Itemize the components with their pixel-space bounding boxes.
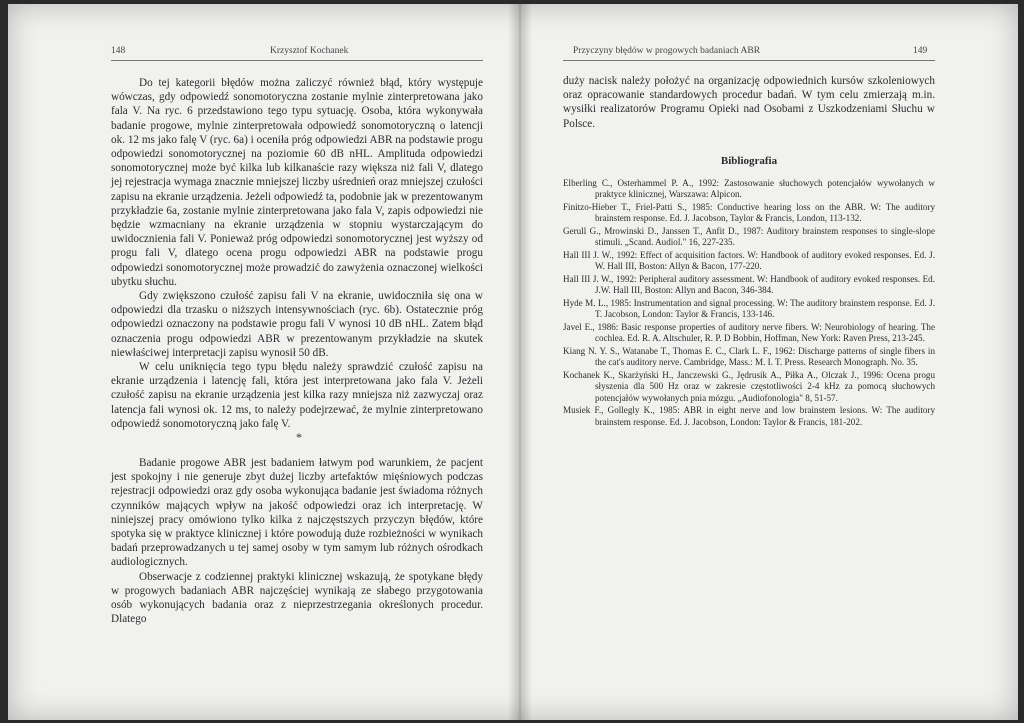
running-head: Krzysztof Kochanek (270, 46, 349, 56)
main-text (111, 76, 483, 431)
paragraph: W celu uniknięcia tego typu błędu należy sprawdzić czułość zapisu na ekranie urządzenia i latencję fali, która jest interpretowana jako fala V. Jeżeli czułość zapisu na ekranie urządzenia jest kilka razy mniejsza niż zazwyczaj oraz latencja fali wynosi ok. 12 ms, to należy podejrzewać, że mylnie zinterpretowano odpowiedź sonomotoryczną jako falę V. (111, 361, 483, 430)
paragraph: Gdy zwiększono czułość zapisu fali V na ekranie, uwidoczniła się ona w odpowiedzi dla trzasku o niższych intensywnościach (ryc. 6b). Ostatecznie próg odpowiedzi oznaczony na podstawie progu fali V wynosi 10 dB nHL. Zatem błąd oznaczenia progu odpowiedzi ABR w prezentowanym przykładzie na skutek niewłaściwej interpretacji zapisu wynosił 50 dB. (111, 290, 483, 359)
section-separator: * (296, 430, 302, 444)
running-head: Przyczyny błędów w progowych badaniach ABR (573, 46, 761, 56)
paragraph: Badanie progowe ABR jest badaniem łatwym pod warunkiem, że pacjent jest spokojny i nie generuje zbyt dużej liczby artefaktów mięśniowych podczas rejestracji odpowiedzi oraz gdy osoba wykonująca badanie jest świadoma różnych czynników mających wpływ na jakość odpowiedzi oraz ich interpretację. W niniejszej pracy omówiono tylko kilka z najczęstszych przyczyn błędów, które spotyka się w praktyce klinicznej i które powodują duże rozbieżności w wynikach badań przeprowadzanych u tej samej osoby w tym samym lub różnych ośrodkach audiologicznych. (111, 457, 483, 569)
bibliography-entry: Hall III J. W., 1992: Peripheral auditory assessment. W: Handbook of auditory evoked responses. Ed. J.W. Hall III, Boston: Allyn and Bacon, 346-384. (563, 274, 935, 296)
bibliography-entry: Elberling C., Osterhammel P. A., 1992: Zastosowanie słuchowych potencjałów wywołanych w praktyce klinicznej, Warszawa: Alpicon. (563, 178, 935, 200)
page-number: 148 (111, 46, 126, 56)
bibliography-list (563, 178, 935, 429)
main-text (563, 74, 935, 131)
bibliography-entry: Hyde M. L., 1985: Instrumentation and signal processing. W: The auditory brainstem response. Ed. J. T. Jacobson, London: Taylor & Francis, 133-146. (563, 298, 935, 320)
bibliography-entry: Javel E., 1986: Basic response properties of auditory nerve fibers. W: Neurobiology of hearing. The cochlea. Ed. R. A. Altschuler, R. P. D Bobbin, Hoffman, New York: Raven Press, 213-245. (563, 322, 935, 344)
header-rule (563, 60, 935, 61)
right-page (523, 4, 1018, 720)
paragraph: duży nacisk należy położyć na organizację odpowiednich kursów szkoleniowych oraz opracowanie standardowych procedur badań. W tym celu zmierzają m.in. wysiłki realizatorów Programu Opieki nad Osobami z Uszkodzeniami Słuchu w Polsce. (563, 75, 935, 130)
paragraph: Obserwacje z codziennej praktyki klinicznej wskazują, że spotykane błędy w progowych badaniach ABR najczęściej wynikają ze słabego przygotowania osób wykonujących badania oraz z nieprzestrzegania określonych procedur. Dlatego (111, 570, 483, 626)
bibliography-entry: Finitzo-Hieber T., Friel-Patti S., 1985: Conductive hearing loss on the ABR. W: The auditory brainstem response. Ed. J. Jacobson, Taylor & Francis, London, 113-132. (563, 202, 935, 224)
bibliography-entry: Kochanek K., Skarżyński H., Janczewski G., Jędrusik A., Piłka A., Olczak J., 1996: Ocena progu słyszenia dla 500 Hz oraz w zakresie częstotliwości 2-4 kHz za pomocą słuchowych potencjałów wywołanych pnia mózgu. „Audiofonologia" 8, 51-57. (563, 370, 935, 403)
left-page (8, 4, 513, 720)
book-spread (8, 4, 1018, 720)
bibliography-title: Bibliografia (720, 155, 778, 167)
conclusion-text (111, 456, 483, 626)
bibliography-entry: Hall III J. W., 1992: Effect of acquisition factors. W: Handbook of auditory evoked responses. Ed. J. W. Hall III, Boston: Allyn & Bacon, 177-220. (563, 250, 935, 272)
paragraph: Do tej kategorii błędów można zaliczyć również błąd, który występuje wówczas, gdy odpowiedź sonomotoryczna zostanie mylnie zinterpretowana jako fala V. Na ryc. 6 przedstawiono tego typu sytuację. Osoba, która wykonywała badanie progowe, mylnie zinterpretowała odpowiedź sonomotoryczną o latencji ok. 12 ms jako falę V (ryc. 6a) i oceniła próg odpowiedzi ABR na podstawie progu odpowiedzi sonomotorycznej na poziomie 60 dB nHL. Amplituda odpowiedzi sonomotorycznej może być kilka lub kilkanaście razy większa niż fali V, dlatego jej rejestracja wymaga znacznie mniejszej liczby uśrednień oraz mniejszej czułości zapisu na ekranie urządzenia. Jeżeli odpowiedź ta, podobnie jak w prezentowanym przykładzie 6a, zostanie mylnie zinterpretowana jako fala V, zapis odpowiedzi nie będzie wzmacniany na ekranie urządzenia w stopniu wystarczającym do uwidocznienia fali V. Ponieważ próg odpowiedzi sonomotorycznej jest wyższy od progu fali V, dlatego ocena progu odpowiedzi ABR na podstawie progu odpowiedzi sonomotorycznej może prowadzić do zawyżenia oznaczonej wielkości ubytku słuchu. (111, 77, 483, 288)
bibliography-entry: Musiek F., Gollegly K., 1985: ABR in eight nerve and low brainstem lesions. W: The auditory brainstem response. Ed. J. Jacobson, London: Taylor & Francis, 181-202. (563, 405, 935, 427)
header-rule (111, 60, 483, 61)
bibliography-entry: Kiang N. Y. S., Watanabe T., Thomas E. C., Clark L. F., 1962: Discharge patterns of single fibers in the cat's auditory nerve. Cambridge, Mass.: M. I. T. Press. Research Monograph. No. 35. (563, 346, 935, 368)
page-number: 149 (913, 46, 928, 56)
bibliography-entry: Gerull G., Mrowinski D., Janssen T., Anfit D., 1987: Auditory brainstem responses to single-slope stimuli. „Scand. Audiol." 16, 227-235. (563, 226, 935, 248)
